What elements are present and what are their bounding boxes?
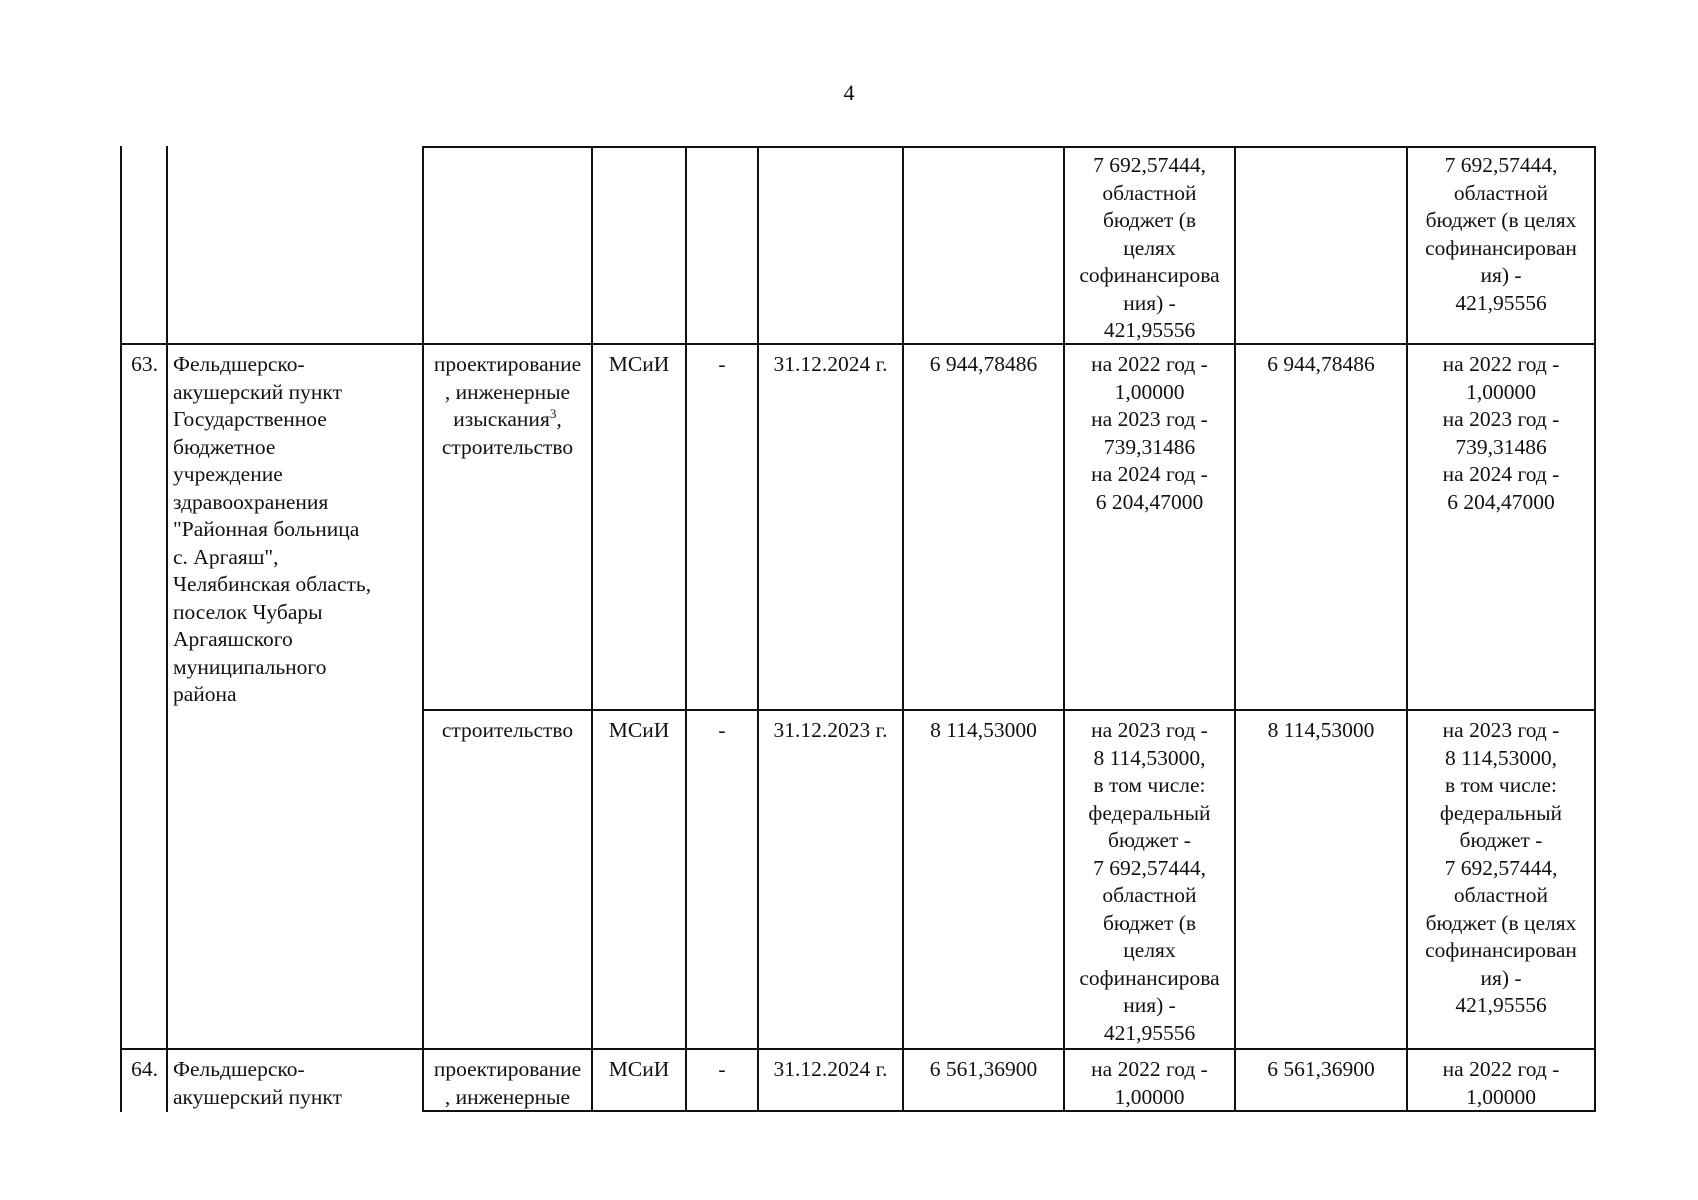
column-divider bbox=[685, 146, 687, 1112]
table-border-right bbox=[1594, 146, 1596, 1112]
cost-cell: 6 561,36900 bbox=[929, 1057, 1038, 1081]
work-type-cell: строительство bbox=[441, 718, 574, 742]
funding-total-cell: на 2023 год - 8 114,53000, в том числе: федеральный бюджет - 7 692,57444, областной бюджет (в целях софинансирован ия) - 421,95556 bbox=[1425, 718, 1577, 1017]
customer-cell: МСиИ bbox=[608, 1057, 670, 1081]
dash-cell: - bbox=[718, 718, 726, 742]
deadline-cell: 31.12.2024 г. bbox=[773, 1057, 888, 1081]
footnote-marker: 3 bbox=[549, 405, 557, 421]
column-divider bbox=[422, 146, 424, 1112]
carryover-funding-total-cell: 7 692,57444, областной бюджет (в целях софинансирован ия) - 421,95556 bbox=[1425, 153, 1577, 315]
object-name-cell: Фельдшерско- акушерский пункт bbox=[173, 1057, 342, 1109]
work-type-cell: проектирование , инженерные bbox=[433, 1057, 582, 1109]
cost-cell: 8 114,53000 bbox=[930, 718, 1037, 742]
work-type-cell bbox=[424, 345, 591, 461]
funding-cell: на 2022 год - 1,00000 на 2023 год - 739,31486 на 2024 год - 6 204,47000 bbox=[1091, 352, 1208, 514]
funding-total-cell: на 2022 год - 1,00000 на 2023 год - 739,31486 на 2024 год - 6 204,47000 bbox=[1442, 352, 1560, 514]
column-divider bbox=[591, 146, 593, 1112]
work-type-text: проектирование , инженерные изыскания bbox=[433, 352, 582, 431]
funding-total-cell: на 2022 год - 1,00000 bbox=[1442, 1057, 1560, 1109]
work-type-text-tail: , строительство bbox=[441, 407, 574, 459]
project-table bbox=[120, 146, 1596, 1112]
dash-cell: - bbox=[718, 1057, 726, 1081]
cost-cell: 6 944,78486 bbox=[929, 352, 1038, 376]
deadline-cell: 31.12.2024 г. bbox=[773, 352, 888, 376]
dash-cell: - bbox=[718, 352, 726, 376]
funding-cell: на 2023 год - 8 114,53000, в том числе: федеральный бюджет - 7 692,57444, областной бюджет (в целях софинансирова ния) - 421,95556 bbox=[1079, 718, 1220, 1045]
column-divider bbox=[757, 146, 759, 1112]
cost-total-cell: 6 561,36900 bbox=[1267, 1057, 1375, 1081]
funding-cell: на 2022 год - 1,00000 bbox=[1091, 1057, 1208, 1109]
table-border-left bbox=[120, 146, 122, 1112]
carryover-funding-cell: 7 692,57444, областной бюджет (в целях софинансирова ния) - 421,95556 bbox=[1079, 153, 1220, 342]
object-name-cell: Фельдшерско- акушерский пункт Государственное бюджетное учреждение здравоохранения "Районная больница с. Аргаяш", Челябинская область, поселок Чубары Аргаяшского муниципального района bbox=[173, 352, 372, 706]
cost-total-cell: 6 944,78486 bbox=[1267, 352, 1375, 376]
deadline-cell: 31.12.2023 г. bbox=[773, 718, 888, 742]
row-number-cell: 64. bbox=[131, 1057, 158, 1081]
customer-cell: МСиИ bbox=[608, 718, 670, 742]
customer-cell: МСиИ bbox=[608, 352, 670, 376]
row-number-cell: 63. bbox=[131, 352, 158, 376]
column-divider bbox=[1234, 146, 1236, 1112]
page-number: 4 bbox=[843, 80, 855, 105]
cost-total-cell: 8 114,53000 bbox=[1267, 718, 1375, 742]
column-divider bbox=[902, 146, 904, 1112]
